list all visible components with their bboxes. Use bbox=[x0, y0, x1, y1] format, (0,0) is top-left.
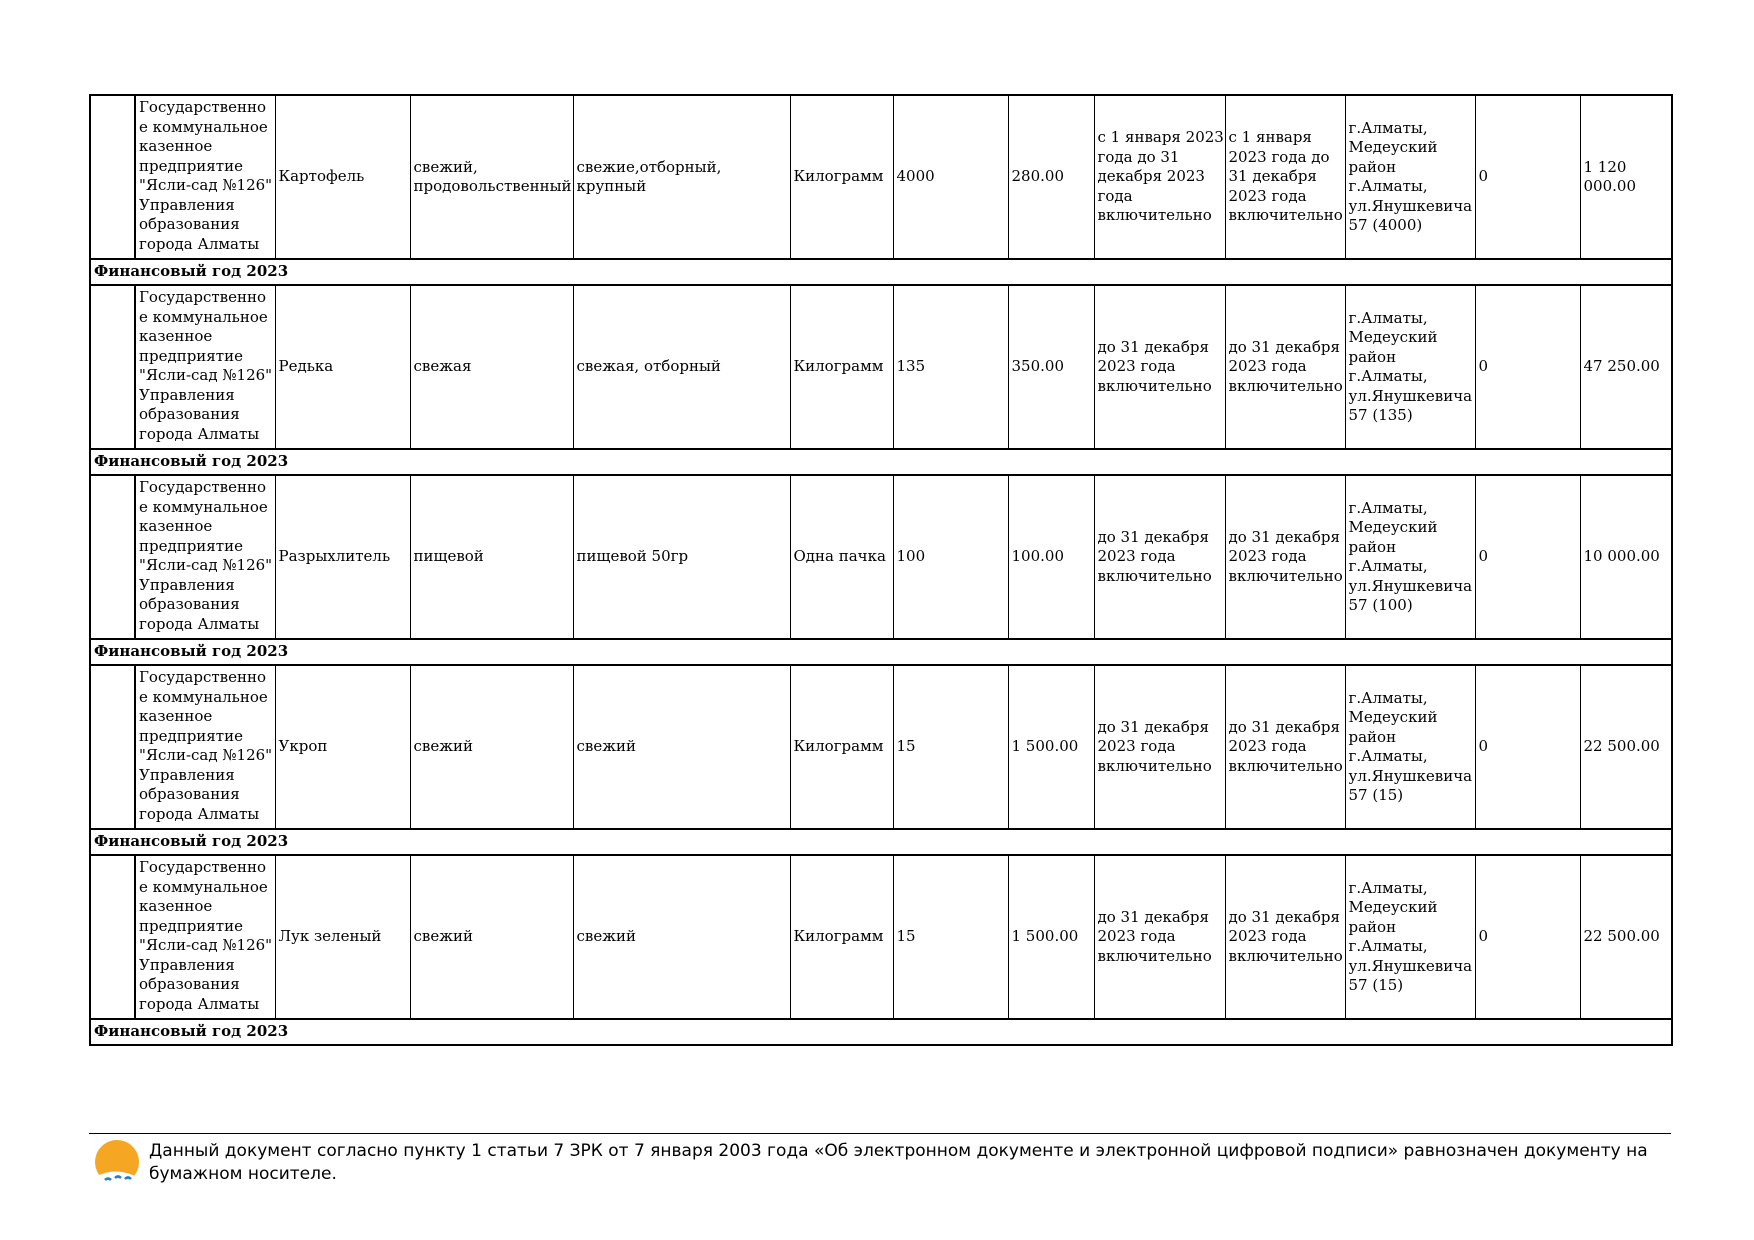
customer-name-cell: Государственное коммунальное казенное предприятие "Ясли-сад №126" Управления образования города Алматы bbox=[135, 95, 275, 259]
total-sum-cell: 47 250.00 bbox=[1580, 285, 1672, 449]
fiscal-year-row bbox=[90, 829, 1672, 855]
delivery-term-cell: до 31 декабря 2023 года включительно bbox=[1094, 855, 1225, 1019]
unit-price-cell: 100.00 bbox=[1008, 475, 1094, 639]
item-spec-cell: свежая bbox=[410, 285, 573, 449]
delivery-place-cell: г.Алматы, Медеуский район г.Алматы, ул.Янушкевича 57 (100) bbox=[1345, 475, 1475, 639]
quantity-cell: 15 bbox=[893, 855, 1008, 1019]
customer-name-cell: Государственное коммунальное казенное предприятие "Ясли-сад №126" Управления образования города Алматы bbox=[135, 855, 275, 1019]
unit-cell: Килограмм bbox=[790, 665, 893, 829]
procurement-table bbox=[89, 94, 1673, 1046]
item-name-cell: Редька bbox=[275, 285, 410, 449]
unit-cell: Одна пачка bbox=[790, 475, 893, 639]
fiscal-year-label: Финансовый год 2023 bbox=[90, 259, 1672, 285]
fiscal-year-row bbox=[90, 449, 1672, 475]
advance-cell: 0 bbox=[1475, 285, 1580, 449]
item-extra-spec-cell: пищевой 50гр bbox=[573, 475, 790, 639]
quantity-cell: 4000 bbox=[893, 95, 1008, 259]
advance-cell: 0 bbox=[1475, 95, 1580, 259]
item-name-cell: Лук зеленый bbox=[275, 855, 410, 1019]
delivery-term-alt-cell: с 1 января 2023 года до 31 декабря 2023 года включительно bbox=[1225, 95, 1345, 259]
item-name-cell: Картофель bbox=[275, 95, 410, 259]
table-row bbox=[90, 95, 1672, 259]
fiscal-year-label: Финансовый год 2023 bbox=[90, 1019, 1672, 1045]
table-row bbox=[90, 665, 1672, 829]
fiscal-year-row bbox=[90, 1019, 1672, 1045]
egov-sun-logo-icon bbox=[93, 1138, 141, 1188]
fiscal-year-label: Финансовый год 2023 bbox=[90, 449, 1672, 475]
fiscal-year-label: Финансовый год 2023 bbox=[90, 639, 1672, 665]
row-number-cell bbox=[90, 665, 135, 829]
customer-name-cell: Государственное коммунальное казенное предприятие "Ясли-сад №126" Управления образования города Алматы bbox=[135, 285, 275, 449]
advance-cell: 0 bbox=[1475, 855, 1580, 1019]
unit-price-cell: 280.00 bbox=[1008, 95, 1094, 259]
delivery-term-alt-cell: до 31 декабря 2023 года включительно bbox=[1225, 665, 1345, 829]
delivery-place-cell: г.Алматы, Медеуский район г.Алматы, ул.Янушкевича 57 (135) bbox=[1345, 285, 1475, 449]
unit-cell: Килограмм bbox=[790, 285, 893, 449]
table-row bbox=[90, 285, 1672, 449]
item-extra-spec-cell: свежие,отборный, крупный bbox=[573, 95, 790, 259]
fiscal-year-label: Финансовый год 2023 bbox=[90, 829, 1672, 855]
delivery-place-cell: г.Алматы, Медеуский район г.Алматы, ул.Янушкевича 57 (15) bbox=[1345, 665, 1475, 829]
item-spec-cell: свежий bbox=[410, 855, 573, 1019]
delivery-term-cell: до 31 декабря 2023 года включительно bbox=[1094, 665, 1225, 829]
delivery-term-alt-cell: до 31 декабря 2023 года включительно bbox=[1225, 475, 1345, 639]
customer-name-cell: Государственное коммунальное казенное предприятие "Ясли-сад №126" Управления образования города Алматы bbox=[135, 475, 275, 639]
unit-price-cell: 1 500.00 bbox=[1008, 665, 1094, 829]
advance-cell: 0 bbox=[1475, 475, 1580, 639]
item-spec-cell: пищевой bbox=[410, 475, 573, 639]
unit-cell: Килограмм bbox=[790, 95, 893, 259]
item-spec-cell: свежий, продовольственный bbox=[410, 95, 573, 259]
delivery-term-alt-cell: до 31 декабря 2023 года включительно bbox=[1225, 285, 1345, 449]
procurement-table-container bbox=[89, 94, 1671, 1046]
fiscal-year-row bbox=[90, 639, 1672, 665]
quantity-cell: 100 bbox=[893, 475, 1008, 639]
customer-name-cell: Государственное коммунальное казенное предприятие "Ясли-сад №126" Управления образования города Алматы bbox=[135, 665, 275, 829]
delivery-term-cell: с 1 января 2023 года до 31 декабря 2023 года включительно bbox=[1094, 95, 1225, 259]
row-number-cell bbox=[90, 285, 135, 449]
quantity-cell: 15 bbox=[893, 665, 1008, 829]
item-extra-spec-cell: свежая, отборный bbox=[573, 285, 790, 449]
advance-cell: 0 bbox=[1475, 665, 1580, 829]
fiscal-year-row bbox=[90, 259, 1672, 285]
delivery-place-cell: г.Алматы, Медеуский район г.Алматы, ул.Янушкевича 57 (4000) bbox=[1345, 95, 1475, 259]
table-row bbox=[90, 475, 1672, 639]
unit-price-cell: 350.00 bbox=[1008, 285, 1094, 449]
delivery-term-cell: до 31 декабря 2023 года включительно bbox=[1094, 475, 1225, 639]
row-number-cell bbox=[90, 95, 135, 259]
table-body bbox=[90, 95, 1672, 1045]
delivery-term-cell: до 31 декабря 2023 года включительно bbox=[1094, 285, 1225, 449]
delivery-term-alt-cell: до 31 декабря 2023 года включительно bbox=[1225, 855, 1345, 1019]
row-number-cell bbox=[90, 855, 135, 1019]
table-row bbox=[90, 855, 1672, 1019]
total-sum-cell: 22 500.00 bbox=[1580, 855, 1672, 1019]
unit-cell: Килограмм bbox=[790, 855, 893, 1019]
delivery-place-cell: г.Алматы, Медеуский район г.Алматы, ул.Янушкевича 57 (15) bbox=[1345, 855, 1475, 1019]
item-spec-cell: свежий bbox=[410, 665, 573, 829]
footer-legal-text: Данный документ согласно пункту 1 статьи 7 ЗРК от 7 января 2003 года «Об электронном документе и электронной цифровой подписи» равнозначен документу на бумажном носителе. bbox=[149, 1141, 1648, 1184]
footer bbox=[89, 1133, 1671, 1184]
total-sum-cell: 22 500.00 bbox=[1580, 665, 1672, 829]
unit-price-cell: 1 500.00 bbox=[1008, 855, 1094, 1019]
item-name-cell: Укроп bbox=[275, 665, 410, 829]
item-extra-spec-cell: свежий bbox=[573, 665, 790, 829]
item-name-cell: Разрыхлитель bbox=[275, 475, 410, 639]
row-number-cell bbox=[90, 475, 135, 639]
total-sum-cell: 10 000.00 bbox=[1580, 475, 1672, 639]
total-sum-cell: 1 120 000.00 bbox=[1580, 95, 1672, 259]
quantity-cell: 135 bbox=[893, 285, 1008, 449]
item-extra-spec-cell: свежий bbox=[573, 855, 790, 1019]
